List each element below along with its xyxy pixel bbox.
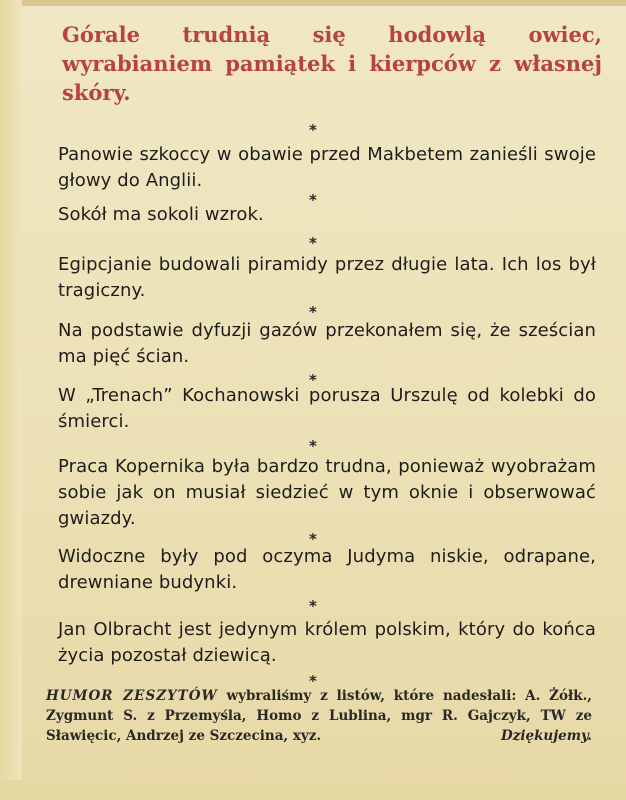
separator-star: *	[309, 303, 317, 321]
list-item: Sokół ma sokoli wzrok.	[58, 204, 264, 225]
headline: Górale trudnią się hodowlą owiec, wyrabianiem pamiątek i kierpców z własnej skóry.	[62, 22, 602, 105]
list-item: Egipcjanie budowali piramidy przez długie lata. Ich los był tragiczny.	[58, 254, 596, 301]
separator-star: *	[309, 371, 317, 389]
credits-note	[46, 686, 592, 746]
list-item: Praca Kopernika była bardzo trudna, ponieważ wyobrażam sobie jak on musiał siedzieć w tym oknie i obserwować gwiazdy.	[58, 456, 596, 529]
separator-star: *	[309, 437, 317, 455]
separator-star: *	[309, 597, 317, 615]
left-margin-strip	[0, 0, 22, 800]
separator-star: *	[309, 530, 317, 548]
separator-star: *	[309, 234, 317, 252]
list-item: Na podstawie dyfuzji gazów przekonałem się, że sześcian ma pięć ścian.	[58, 320, 596, 367]
top-edge-strip	[0, 0, 626, 6]
list-item: Widoczne były pod oczyma Judyma niskie, odrapane, drewniane budynki.	[58, 546, 596, 593]
bottom-margin-strip	[0, 780, 626, 800]
credits-lead: HUMOR ZESZYTÓW	[46, 688, 218, 704]
separator-star: *	[309, 191, 317, 209]
list-item: W „Trenach” Kochanowski porusza Urszulę od kolebki do śmierci.	[58, 385, 596, 432]
list-item: Jan Olbracht jest jedynym królem polskim, który do końca życia pozostał dziewicą.	[58, 619, 596, 666]
separator-star: *	[309, 672, 317, 690]
credits-text: wybraliśmy z listów, które nadesłali: A. Żółk., Zygmunt S. z Przemyśla, Homo z Lublina, mgr R. Gajczyk, TW ze Sławięcic, Andrzej ze Szczecina, xyz.	[46, 688, 592, 744]
separator-star: *	[309, 121, 317, 139]
list-item: Panowie szkoccy w obawie przed Makbetem zanieśli swoje głowy do Anglii.	[58, 144, 596, 191]
credits-thanks: Dziękujemy.	[500, 728, 592, 744]
